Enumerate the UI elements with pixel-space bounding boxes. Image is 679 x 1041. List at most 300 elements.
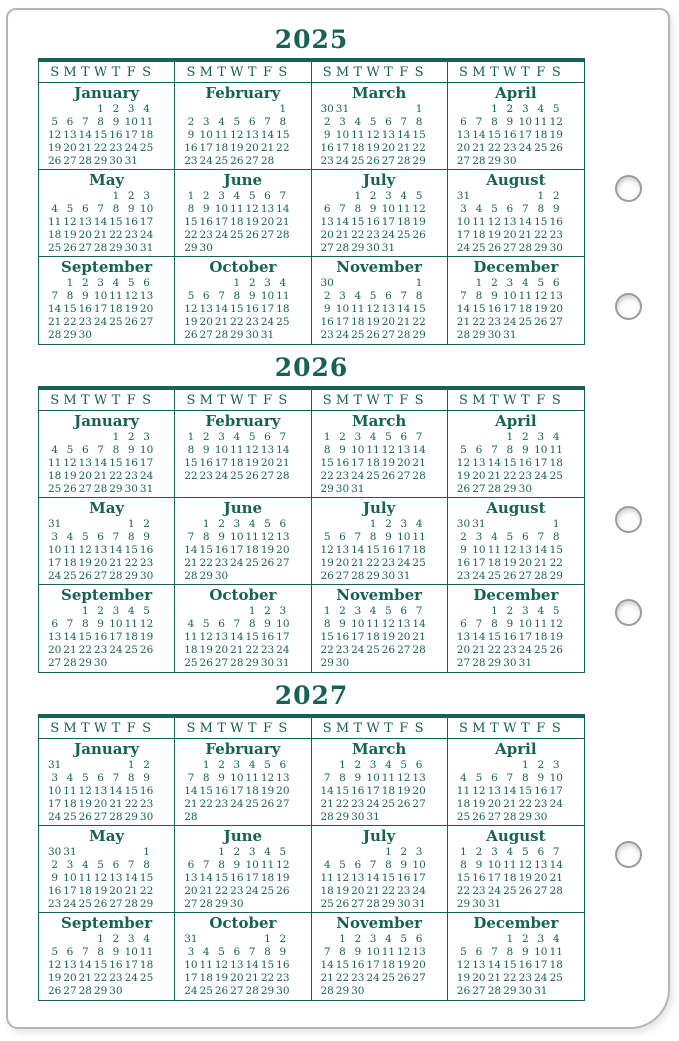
date-cell: 16 [124, 215, 138, 228]
date-cell: 5 [127, 277, 135, 289]
date-cell: 22 [245, 643, 259, 656]
month-name: December [473, 586, 559, 604]
date-cell: 15 [456, 871, 471, 884]
date-cell: 3 [112, 605, 120, 617]
date-cell: 17 [487, 871, 502, 884]
date-cell [245, 933, 260, 946]
date-cell: 21 [47, 315, 62, 328]
day-letter: S [459, 721, 468, 736]
day-letter: S [50, 393, 60, 408]
date-cell: 13 [518, 543, 533, 556]
date-cell: 14 [184, 543, 198, 556]
date-cell: 9 [202, 202, 210, 215]
date-cell: 6 [97, 771, 104, 784]
date-cell: 21 [260, 141, 275, 154]
day-letter: F [262, 393, 273, 408]
date-cell: 30 [109, 984, 123, 997]
date-cell: 30 [351, 810, 365, 823]
date-cell [229, 811, 244, 824]
date-cell: 7 [112, 530, 120, 543]
date-cell: 25 [63, 569, 77, 582]
date-cell: 25 [381, 797, 396, 810]
date-cell: 4 [552, 933, 560, 945]
date-cell: 24 [214, 228, 229, 241]
date-cell: 26 [456, 984, 471, 997]
date-cell: 20 [534, 871, 548, 884]
date-cell: 27 [534, 884, 548, 897]
paper-sheet [6, 8, 670, 1029]
date-cell: 13 [139, 289, 154, 302]
date-cell: 27 [276, 797, 290, 810]
date-cell: 22 [534, 228, 548, 241]
date-cell: 2 [339, 431, 346, 443]
date-cell: 27 [245, 154, 259, 167]
date-cell: 5 [552, 605, 560, 617]
date-cell: 5 [279, 846, 287, 858]
date-cell: 14 [245, 958, 259, 971]
date-cell: 6 [339, 530, 346, 543]
month-january [39, 739, 175, 826]
date-cell: 17 [230, 784, 244, 797]
date-cell: 8 [233, 289, 241, 302]
date-cell: 8 [323, 617, 331, 630]
date-cell: 22 [503, 971, 517, 984]
date-cell: 16 [381, 543, 396, 556]
month-august [448, 498, 584, 585]
date-cell [381, 277, 396, 290]
date-cell: 20 [397, 456, 411, 469]
date-cell [245, 570, 260, 583]
date-cell [471, 759, 486, 772]
month-name: May [89, 499, 125, 517]
date-cell: 28 [78, 984, 92, 997]
date-cell: 7 [279, 431, 287, 443]
date-cell: 8 [264, 945, 271, 958]
date-cell: 29 [93, 154, 108, 167]
date-cell: 22 [124, 556, 138, 569]
months-grid [39, 739, 584, 1000]
date-cell: 18 [456, 797, 471, 810]
date-cell: 22 [199, 797, 213, 810]
date-cell: 3 [369, 759, 377, 771]
date-cell: 1 [521, 759, 529, 771]
date-cell: 12 [78, 784, 92, 797]
date-cell: 8 [506, 443, 514, 456]
date-cell: 19 [260, 784, 275, 797]
dates-grid [448, 518, 584, 583]
date-cell: 18 [139, 128, 154, 141]
date-cell: 12 [184, 302, 198, 315]
date-cell [62, 933, 77, 946]
date-cell: 9 [264, 617, 271, 630]
date-cell: 23 [397, 884, 411, 897]
date-cell: 16 [351, 784, 365, 797]
date-cell: 20 [412, 784, 426, 797]
month-october [175, 257, 311, 344]
date-cell: 3 [339, 115, 346, 128]
date-cell: 17 [397, 543, 411, 556]
date-cell: 21 [214, 315, 229, 328]
date-cell: 31 [487, 897, 502, 910]
day-letter: T [80, 393, 90, 408]
date-cell: 7 [491, 443, 498, 456]
date-cell: 13 [397, 617, 411, 630]
date-cell: 17 [260, 302, 275, 315]
date-cell: 12 [63, 215, 77, 228]
date-cell: 9 [460, 543, 467, 556]
month-name: September [61, 258, 153, 276]
date-cell: 20 [78, 228, 92, 241]
date-cell: 6 [279, 518, 287, 530]
date-cell: 22 [78, 643, 92, 656]
date-cell: 29 [214, 897, 229, 910]
day-letter: F [126, 393, 136, 408]
date-cell [199, 846, 214, 859]
date-cell: 7 [81, 115, 89, 128]
date-cell: 23 [472, 884, 486, 897]
date-cell: 17 [351, 630, 365, 643]
date-cell: 16 [534, 784, 548, 797]
date-cell: 15 [139, 871, 154, 884]
date-cell: 30 [335, 656, 350, 669]
day-headers-row [39, 718, 584, 739]
date-cell [93, 190, 108, 203]
date-cell: 24 [230, 797, 244, 810]
date-cell: 3 [127, 103, 135, 115]
date-cell: 17 [534, 958, 548, 971]
date-cell: 11 [214, 128, 229, 141]
date-cell [47, 103, 62, 116]
day-letter: T [490, 65, 499, 80]
date-cell: 12 [245, 443, 259, 456]
dates-grid [175, 759, 310, 824]
date-cell: 27 [351, 897, 365, 910]
date-cell: 15 [335, 784, 350, 797]
date-cell: 30 [381, 569, 396, 582]
date-cell: 25 [139, 971, 154, 984]
date-cell: 9 [552, 202, 560, 215]
date-cell: 8 [66, 289, 74, 302]
date-cell: 3 [97, 277, 104, 289]
date-cell: 14 [184, 784, 198, 797]
month-march [312, 83, 448, 170]
date-cell: 3 [143, 431, 150, 443]
date-cell: 10 [139, 443, 154, 456]
date-cell: 6 [81, 443, 89, 456]
date-cell: 14 [214, 302, 229, 315]
date-cell: 25 [472, 241, 486, 254]
month-august [448, 826, 584, 913]
date-cell: 13 [230, 958, 244, 971]
dates-grid [448, 190, 584, 255]
date-cell: 11 [260, 858, 275, 871]
date-cell: 24 [534, 971, 548, 984]
month-name: January [74, 740, 140, 758]
date-cell: 6 [385, 289, 392, 302]
date-cell: 13 [199, 302, 213, 315]
date-cell: 8 [218, 858, 225, 871]
date-cell [518, 190, 533, 203]
date-cell: 2 [323, 289, 331, 302]
date-cell: 13 [381, 302, 396, 315]
date-cell: 24 [93, 315, 108, 328]
day-of-week-header [39, 62, 175, 83]
date-cell [471, 190, 486, 203]
date-cell: 3 [354, 431, 362, 443]
month-june [175, 170, 311, 257]
date-cell: 21 [503, 797, 517, 810]
date-cell: 5 [233, 115, 241, 128]
date-cell: 26 [78, 569, 92, 582]
date-cell: 16 [109, 958, 123, 971]
date-cell: 6 [279, 759, 287, 771]
month-name: June [223, 171, 263, 189]
day-letter: F [536, 65, 546, 80]
date-cell: 2 [552, 190, 560, 202]
date-cell: 18 [109, 302, 123, 315]
date-cell: 9 [354, 771, 362, 784]
date-cell [229, 242, 244, 255]
date-cell: 18 [63, 797, 77, 810]
date-cell: 9 [506, 617, 514, 630]
date-cell: 10 [109, 617, 123, 630]
day-letter: F [126, 721, 136, 736]
date-cell: 29 [78, 656, 92, 669]
date-cell: 25 [503, 884, 517, 897]
date-cell: 21 [335, 228, 350, 241]
date-cell [471, 933, 486, 946]
dates-grid [39, 933, 174, 998]
date-cell: 30 [534, 810, 548, 823]
date-cell [549, 155, 564, 168]
date-cell: 14 [63, 630, 77, 643]
date-cell: 7 [279, 190, 287, 202]
day-letter: M [472, 393, 486, 408]
date-cell: 10 [351, 443, 365, 456]
year-table-2026 [38, 386, 585, 673]
date-cell [139, 657, 154, 670]
month-name: February [205, 412, 281, 430]
date-cell: 7 [81, 945, 89, 958]
day-letter: F [126, 65, 136, 80]
date-cell [139, 155, 154, 168]
date-cell: 23 [214, 556, 229, 569]
day-letter: W [366, 65, 380, 80]
day-letter: M [63, 721, 77, 736]
date-cell: 11 [534, 115, 548, 128]
date-cell: 12 [397, 771, 411, 784]
date-cell: 6 [66, 945, 74, 958]
month-april [448, 411, 584, 498]
date-cell: 9 [369, 202, 377, 215]
date-cell [350, 518, 365, 531]
date-cell: 7 [127, 858, 135, 871]
date-cell: 12 [276, 858, 290, 871]
date-cell: 27 [109, 897, 123, 910]
date-cell: 8 [81, 617, 89, 630]
date-cell: 29 [109, 241, 123, 254]
date-cell: 26 [199, 656, 213, 669]
binder-hole [615, 175, 642, 202]
date-cell: 18 [47, 469, 62, 482]
date-cell: 2 [143, 759, 150, 771]
date-cell: 10 [230, 771, 244, 784]
date-cell: 23 [534, 797, 548, 810]
date-cell [396, 277, 411, 290]
month-march [312, 739, 448, 826]
date-cell [487, 190, 502, 203]
day-letter: T [111, 721, 121, 736]
date-cell: 3 [202, 115, 210, 128]
date-cell: 19 [184, 315, 198, 328]
date-cell: 8 [552, 530, 560, 543]
date-cell: 29 [549, 569, 563, 582]
date-cell [199, 103, 214, 116]
date-cell: 9 [112, 945, 120, 958]
date-cell: 15 [124, 784, 138, 797]
date-cell: 29 [412, 328, 426, 341]
date-cell [199, 933, 214, 946]
date-cell: 9 [81, 289, 89, 302]
date-cell: 28 [230, 656, 244, 669]
date-cell: 1 [264, 933, 271, 945]
date-cell: 31 [184, 933, 198, 945]
date-cell: 12 [456, 456, 471, 469]
month-name: April [495, 740, 537, 758]
date-cell: 15 [320, 456, 334, 469]
date-cell: 4 [537, 103, 545, 115]
date-cell: 30 [124, 241, 138, 254]
dates-grid [39, 605, 174, 670]
date-cell: 15 [335, 958, 350, 971]
date-cell: 6 [415, 933, 423, 945]
date-cell: 6 [218, 617, 225, 630]
date-cell: 27 [93, 810, 108, 823]
date-cell: 7 [521, 202, 529, 215]
date-cell: 30 [518, 482, 533, 495]
month-march [312, 411, 448, 498]
date-cell: 28 [199, 897, 213, 910]
date-cell: 26 [93, 897, 108, 910]
date-cell: 20 [276, 543, 290, 556]
date-cell: 12 [230, 128, 244, 141]
dates-grid [448, 277, 584, 342]
binder-hole [615, 506, 642, 533]
date-cell: 21 [487, 469, 502, 482]
date-cell: 19 [47, 141, 62, 154]
date-cell: 17 [335, 141, 350, 154]
date-cell: 15 [412, 128, 426, 141]
date-cell: 7 [491, 945, 498, 958]
date-cell: 21 [397, 141, 411, 154]
date-cell: 21 [78, 141, 92, 154]
date-cell: 2 [218, 759, 225, 771]
date-cell: 24 [139, 469, 154, 482]
date-cell: 15 [366, 543, 380, 556]
date-cell: 14 [487, 958, 502, 971]
date-cell: 2 [400, 846, 408, 858]
date-cell [518, 155, 533, 168]
date-cell: 13 [260, 443, 275, 456]
dates-grid [175, 190, 310, 255]
date-cell: 17 [335, 315, 350, 328]
date-cell: 27 [549, 315, 563, 328]
day-letter: T [247, 65, 257, 80]
date-cell: 3 [369, 933, 377, 945]
date-cell: 13 [397, 443, 411, 456]
date-cell: 13 [412, 945, 426, 958]
date-cell: 20 [63, 971, 77, 984]
date-cell: 13 [456, 128, 471, 141]
date-cell: 22 [412, 141, 426, 154]
date-cell: 28 [214, 328, 229, 341]
date-cell: 18 [184, 643, 198, 656]
date-cell: 22 [503, 469, 517, 482]
date-cell: 19 [124, 302, 138, 315]
date-cell: 4 [187, 617, 195, 630]
date-cell: 13 [276, 771, 290, 784]
date-cell: 25 [549, 469, 563, 482]
date-cell: 1 [279, 103, 287, 115]
day-letter: M [199, 721, 213, 736]
date-cell: 23 [335, 643, 350, 656]
date-cell: 5 [248, 431, 256, 443]
date-cell: 3 [460, 202, 467, 215]
day-letter: W [93, 721, 108, 736]
date-cell: 1 [127, 759, 135, 771]
date-cell: 1 [202, 518, 210, 530]
date-cell: 11 [230, 202, 244, 215]
date-cell: 2 [202, 190, 210, 202]
date-cell: 20 [93, 556, 108, 569]
date-cell: 12 [487, 215, 502, 228]
date-cell: 30 [503, 656, 517, 669]
date-cell: 26 [549, 643, 563, 656]
date-cell: 13 [534, 858, 548, 871]
date-cell: 31 [139, 241, 154, 254]
day-letter: S [142, 393, 152, 408]
date-cell: 19 [381, 456, 396, 469]
date-cell: 9 [51, 871, 58, 884]
date-cell: 28 [109, 810, 123, 823]
date-cell: 16 [518, 456, 533, 469]
date-cell: 22 [139, 884, 154, 897]
date-cell: 21 [397, 315, 411, 328]
date-cell [62, 431, 77, 444]
date-cell: 17 [93, 302, 108, 315]
date-cell: 10 [456, 215, 471, 228]
date-cell: 30 [320, 103, 334, 115]
date-cell: 11 [47, 456, 62, 469]
date-cell [183, 846, 198, 859]
date-cell: 21 [184, 556, 198, 569]
date-cell: 19 [139, 630, 154, 643]
date-cell: 10 [487, 858, 502, 871]
date-cell: 29 [245, 656, 259, 669]
date-cell: 8 [202, 530, 210, 543]
date-cell: 4 [233, 431, 241, 443]
date-cell: 31 [47, 518, 62, 530]
date-cell: 9 [143, 771, 150, 784]
date-cell: 10 [381, 202, 396, 215]
date-cell: 14 [472, 128, 486, 141]
date-cell: 2 [385, 518, 392, 530]
date-cell [78, 933, 93, 946]
date-cell [456, 759, 471, 772]
date-cell [275, 329, 290, 342]
date-cell: 12 [139, 617, 154, 630]
date-cell: 21 [366, 884, 380, 897]
